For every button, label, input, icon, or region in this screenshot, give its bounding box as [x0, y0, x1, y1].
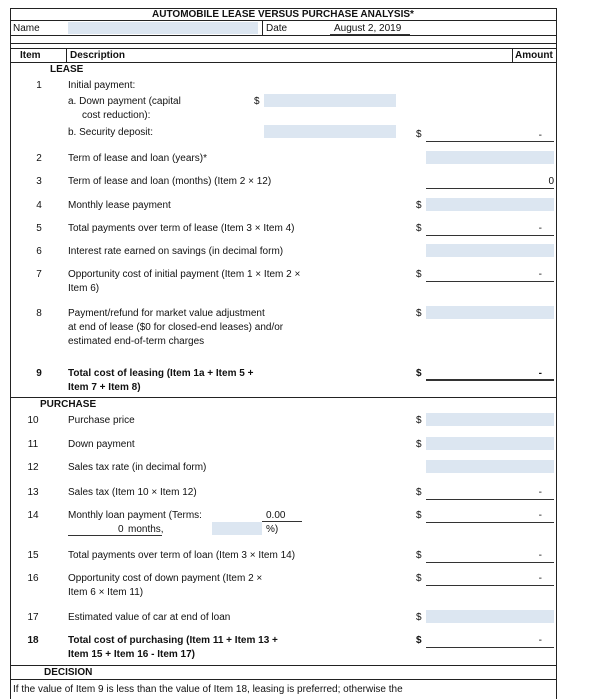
item-1b-input[interactable] [264, 125, 396, 138]
decision-divider-top [10, 665, 556, 666]
item-1a-label-1: a. Down payment (capital [68, 96, 181, 107]
decision-text: If the value of Item 9 is less than the value of Item 18, leasing is preferred; otherwise the [13, 684, 403, 695]
item-1-label: Initial payment: [68, 80, 136, 91]
item-3-label: Term of lease and loan (months) (Item 2 × 12) [68, 176, 272, 187]
item-11-number: 11 [27, 439, 39, 450]
amount-col-divider [512, 48, 513, 62]
item-9-amount-line [426, 379, 554, 381]
item-12-number: 12 [27, 462, 39, 473]
item-14-amount-line [426, 522, 554, 523]
item-14-number: 14 [27, 510, 39, 521]
item-17-dollar: $ [416, 612, 422, 623]
item-8-label-3: estimated end-of-term charges [68, 336, 205, 347]
item-4-input[interactable] [426, 198, 554, 211]
item-7-dollar: $ [416, 269, 422, 280]
item-16-number: 16 [27, 573, 39, 584]
item-17-input[interactable] [426, 610, 554, 623]
item-16-amount: - [538, 573, 542, 584]
item-18-label-2: Item 15 + Item 16 - Item 17) [68, 649, 196, 660]
item-15-amount-line [426, 562, 554, 563]
item-12-label: Sales tax rate (in decimal form) [68, 462, 207, 473]
item-3-amount: 0 [548, 176, 554, 187]
item-9-amount: - [538, 368, 542, 379]
item-9-number: 9 [36, 368, 42, 379]
item-1a-input[interactable] [264, 94, 396, 107]
item-15-number: 15 [27, 550, 39, 561]
item-10-input[interactable] [426, 413, 554, 426]
item-18-dollar: $ [416, 635, 422, 646]
left-border [10, 8, 11, 699]
item-18-label-1: Total cost of purchasing (Item 11 + Item 13 + [68, 635, 278, 646]
name-row-divider [10, 35, 556, 36]
item-14-dollar: $ [416, 510, 422, 521]
item-6-label: Interest rate earned on savings (in decimal form) [68, 246, 284, 257]
purchase-divider [10, 397, 556, 398]
item-3-number: 3 [36, 176, 42, 187]
header-divider-mid [10, 48, 556, 49]
item-5-label: Total payments over term of lease (Item 3 × Item 4) [68, 223, 295, 234]
item-14-months-label: months, [128, 524, 164, 535]
item-14-months-value[interactable]: 0 [118, 524, 124, 535]
section-lease: LEASE [50, 64, 84, 75]
item-12-input[interactable] [426, 460, 554, 473]
item-1a-label-2: cost reduction): [82, 110, 151, 121]
item-2-input[interactable] [426, 151, 554, 164]
col-item: Item [20, 50, 41, 61]
item-2-number: 2 [36, 153, 42, 164]
section-decision: DECISION [44, 667, 93, 678]
item-16-dollar: $ [416, 573, 422, 584]
item-1-dollar: $ [416, 129, 422, 140]
item-9-label-2: Item 7 + Item 8) [68, 382, 141, 393]
name-label: Name [13, 23, 40, 34]
header-divider-bottom [10, 62, 556, 63]
item-13-amount-line [426, 499, 554, 500]
item-16-label-1: Opportunity cost of down payment (Item 2 × [68, 573, 263, 584]
item-13-label: Sales tax (Item 10 × Item 12) [68, 487, 197, 498]
section-purchase: PURCHASE [40, 399, 97, 410]
item-14-percent: %) [266, 524, 279, 535]
item-11-input[interactable] [426, 437, 554, 450]
item-18-amount-line [426, 647, 554, 648]
item-14-rate-line [262, 521, 302, 522]
item-2-label: Term of lease and loan (years)* [68, 153, 207, 164]
item-7-amount: - [538, 269, 542, 280]
item-8-dollar: $ [416, 308, 422, 319]
item-18-amount: - [538, 635, 542, 646]
item-7-label-2: Item 6) [68, 283, 100, 294]
item-9-dollar: $ [416, 368, 422, 379]
item-6-number: 6 [36, 246, 42, 257]
item-5-number: 5 [36, 223, 42, 234]
col-description: Description [70, 50, 126, 61]
item-5-amount: - [538, 223, 542, 234]
item-10-label: Purchase price [68, 415, 135, 426]
item-9-label-1: Total cost of leasing (Item 1a + Item 5 + [68, 368, 254, 379]
item-6-input[interactable] [426, 244, 554, 257]
item-1a-dollar: $ [254, 96, 260, 107]
item-7-number: 7 [36, 269, 42, 280]
item-col-divider [66, 48, 67, 62]
item-14-rate-input[interactable] [212, 522, 262, 535]
item-14-amount: - [538, 510, 542, 521]
item-16-label-2: Item 6 × Item 11) [68, 587, 144, 598]
header-divider-top [10, 43, 556, 44]
item-5-amount-line [426, 235, 554, 236]
item-7-amount-line [426, 281, 554, 282]
date-value[interactable]: August 2, 2019 [334, 23, 402, 34]
item-4-dollar: $ [416, 200, 422, 211]
item-10-number: 10 [27, 415, 39, 426]
date-divider [262, 20, 263, 35]
item-1-number: 1 [36, 80, 42, 91]
col-amount: Amount [515, 50, 553, 61]
form-title: AUTOMOBILE LEASE VERSUS PURCHASE ANALYSIS* [152, 9, 414, 20]
item-14-rate-value[interactable]: 0.00 [266, 510, 286, 521]
item-16-amount-line [426, 585, 554, 586]
decision-divider-bottom [10, 679, 556, 680]
item-8-input[interactable] [426, 306, 554, 319]
item-15-dollar: $ [416, 550, 422, 561]
item-8-number: 8 [36, 308, 42, 319]
item-1-amount: - [538, 130, 542, 141]
item-3-amount-line [426, 188, 554, 189]
item-11-dollar: $ [416, 439, 422, 450]
date-underline [330, 34, 410, 35]
item-13-amount: - [538, 487, 542, 498]
title-divider [10, 20, 556, 21]
item-5-dollar: $ [416, 223, 422, 234]
item-11-label: Down payment [68, 439, 135, 450]
item-15-label: Total payments over term of loan (Item 3 × Item 14) [68, 550, 296, 561]
name-input[interactable] [68, 22, 258, 34]
item-15-amount: - [538, 550, 542, 561]
right-border [556, 8, 557, 699]
item-1-amount-line [426, 141, 554, 142]
item-1b-label: b. Security deposit: [68, 127, 154, 138]
item-13-dollar: $ [416, 487, 422, 498]
item-7-label-1: Opportunity cost of initial payment (Item 1 × Item 2 × [68, 269, 301, 280]
item-17-label: Estimated value of car at end of loan [68, 612, 231, 623]
item-13-number: 13 [27, 487, 39, 498]
item-4-number: 4 [36, 200, 42, 211]
item-17-number: 17 [27, 612, 39, 623]
item-8-label-2: at end of lease ($0 for closed-end leases) and/or [68, 322, 284, 333]
item-10-dollar: $ [416, 415, 422, 426]
item-8-label-1: Payment/refund for market value adjustment [68, 308, 265, 319]
date-label: Date [266, 23, 288, 34]
item-14-months-line [68, 535, 162, 536]
item-4-label: Monthly lease payment [68, 200, 171, 211]
item-18-number: 18 [27, 635, 39, 646]
item-14-label: Monthly loan payment (Terms: [68, 510, 202, 521]
